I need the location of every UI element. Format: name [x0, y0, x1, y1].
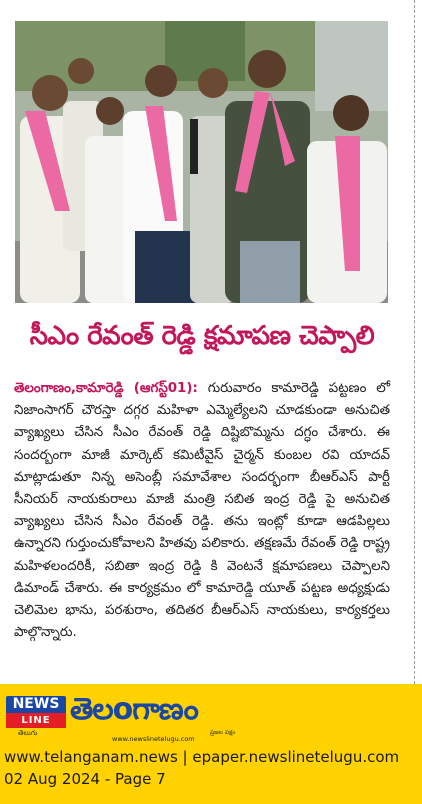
site-links[interactable]: www.telanganam.news | epaper.newslinetelugu.com	[4, 748, 400, 766]
protest-group-photo	[15, 21, 388, 303]
news-photo	[15, 21, 388, 303]
article-headline: సీఎం రేవంత్ రెడ్డి క్షమాపణ చెప్పాలి	[29, 321, 375, 351]
column-divider	[414, 0, 416, 684]
logo-news-text: NEWS	[6, 696, 66, 713]
telanganam-masthead: తెలoగాణం	[70, 692, 198, 727]
page-date-info: 02 Aug 2024 - Page 7	[4, 770, 166, 788]
article-body	[14, 378, 390, 644]
masthead-url: www.newslinetelugu.com	[112, 735, 195, 743]
newsline-logo	[6, 696, 66, 728]
logo-line-text: LINE	[6, 713, 66, 728]
masthead-tagline: ప్రజల పక్షం	[210, 729, 236, 736]
logo-caption: తెలుగు	[18, 729, 38, 737]
epaper-footer	[0, 684, 422, 804]
article-body-text: గురువారం కామారెడ్డి పట్టణం లో నిజాంసాగర్ చౌరస్తా దగ్గర మహిళా ఎమ్మెల్యేలని చూడకుండా అనుచిత వ్యాఖ్యలు చేసిన సీఎం రేవంత్ రెడ్డి దిష్టిబొమ్మను దగ్ధం చేశారు. ఈ సందర్బంగా మాజీ మార్కెట్ కమిటీవైస్ చైర్మన్ కుంబల రవి యాదవ్ మాట్లాడుతూ నిన్న అసెంబ్లీ సమావేశాల సందర్భంగా బీఆర్ఎస్ పార్టీ సీనియర్ నాయకురాలు మాజీ మంత్రి సబిత ఇంద్ర రెడ్డి పై అనుచిత వ్యాఖ్యలు చేసిన సీఎం రేవంత్ రెడ్డి. తను ఇంట్లో కూడా ఆడపిల్లలు ఉన్నారని గుర్తుంచుకోవాలని హితవు పలికారు. తక్షణమే రేవంత్ రెడ్డి రాష్ట్ర మహిళలందరికీ, సబితా ఇంద్ర రెడ్డి కి వెంటనే క్షమాపణలు చెప్పాలని డిమాండ్ చేశారు. ఈ కార్యక్రమం లో కామారెడ్డి యూత్ పట్టణ అధ్యక్షుడు చెలిమెల భాను, పరశురాం, తదితర బీఆర్ఎస్ నాయకులు, కార్యకర్తలు పాల్గొన్నారు.	[14, 381, 390, 641]
article-dateline: తెలంగాణం,కామారెడ్డి (ఆగస్ట్01):	[14, 381, 198, 396]
